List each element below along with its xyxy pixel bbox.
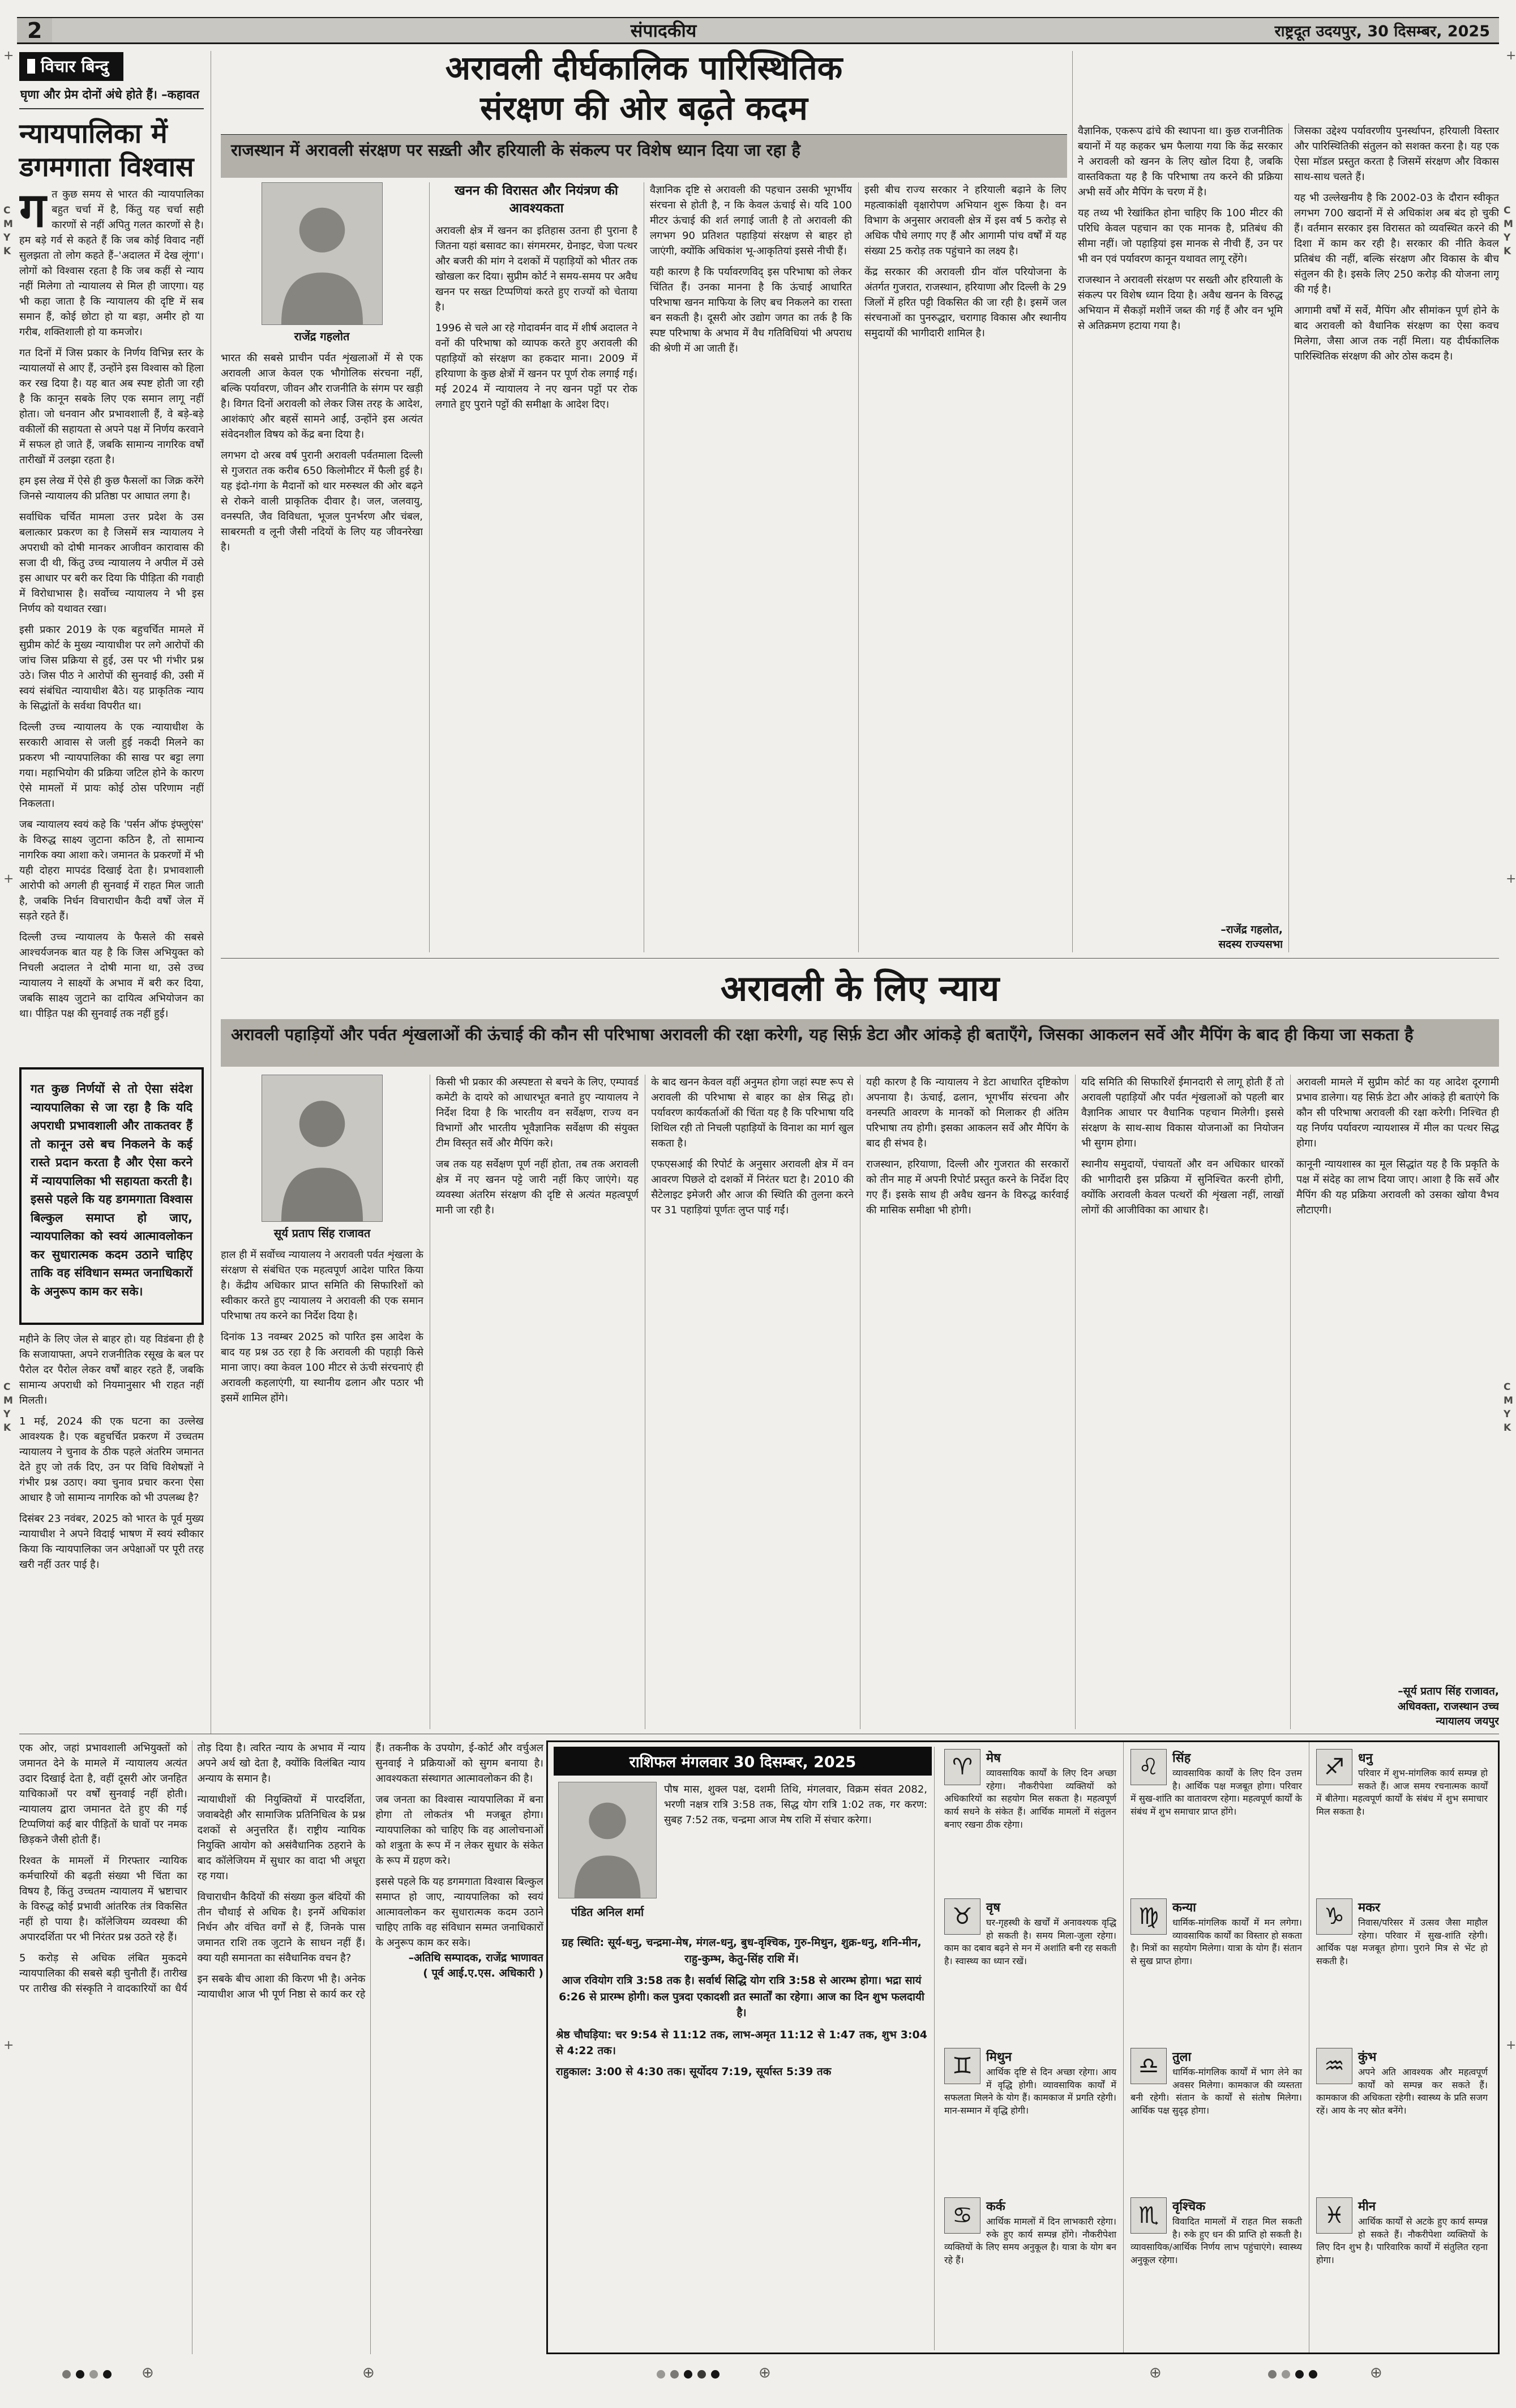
article2-col4	[866, 1075, 1069, 1729]
panchang-text: पौष मास, शुक्ल पक्ष, दशमी तिथि, मंगलवार, विक्रम संवत 2082, भरणी नक्षत्र रात्रि 3:58 तक, सिद्ध योग रात्रि 1:02 तक, गर करण: सुबह 7:52 तक, चन्द्रमा आज मेष राशि में संचार करेगा।	[664, 1783, 927, 1826]
left-article-bottom-columns	[19, 1740, 543, 2354]
zodiac-item-mesh: ♈ मेष व्यावसायिक कार्यों के लिए दिन अच्छा रहेगा। नौकरीपेशा व्यक्तियों को अधिकारियों का सहयोग मिल सकता है। महत्वपूर्ण कार्य सधने के संकेत हैं। आर्थिक मामलों में संतुलन बनाए रखना ठीक रहेगा।	[943, 1746, 1117, 1895]
paragraph: दिल्ली उच्च न्यायालय के फैसले की सबसे आश्चर्यजनक बात यह है कि जिस अभियुक्त को निचली अदालत ने दोषी माना था, उसे उच्च न्यायालय ने साक्ष्यों के अभाव में बरी कर दिया, जबकि साक्ष्य जुटाने का दायित्व अभियोजन का था। पीड़ित पक्ष की सुनवाई तक नहीं हुई।	[19, 931, 204, 1020]
zodiac-icon: ♓	[1316, 2197, 1352, 2234]
article1-headline: अरावली दीर्घकालिक पारिस्थितिक संरक्षण की ओर बढ़ते कदम	[221, 48, 1067, 135]
paragraph: एफएसआई की रिपोर्ट के अनुसार अरावली क्षेत्र में वन आवरण पिछले दो दशकों में निरंतर घटा है। 2010 की सैटेलाइट इमेजरी और आज की स्थिति की तुलना करने पर 31 पहाड़ियां पूर्णतः लुप्त पाई गईं।	[651, 1158, 854, 1216]
crosshair-mark: ⊕	[1149, 2364, 1162, 2381]
paragraph: इसी बीच राज्य सरकार ने हरियाली बढ़ाने के लिए महत्वाकांक्षी वृक्षारोपण अभियान शुरू किया है। वन विभाग के अनुसार अरावली क्षेत्र में इस वर्ष 5 करोड़ से अधिक पौधे लगाए गए हैं और आगामी पांच वर्षों में यह संख्या 25 करोड़ तक पहुंचाने का लक्ष्य है।	[864, 184, 1067, 257]
paragraph: इन सबके बीच आशा की किरण भी है। अनेक न्यायाधीश आज भी पूर्ण निष्ठा से कार्य कर रहे हैं। तकनीक के उपयोग, ई-कोर्ट और वर्चुअल सुनवाई ने प्रक्रियाओं को सुगम बनाया है। आवश्यकता संस्थागत आत्मावलोकन की है।	[197, 1742, 543, 2000]
paragraph: कानूनी न्यायशास्त्र का मूल सिद्धांत यह है कि प्रकृति के पक्ष में संदेह का लाभ दिया जाए। आशा है कि सर्वे और मैपिंग की यह प्रक्रिया अरावली को उसका खोया वैभव लौटाएगी।	[1296, 1158, 1499, 1216]
zodiac-item-mithun: ♊ मिथुन आर्थिक दृष्टि से दिन अच्छा रहेगा। आय में वृद्धि होगी। व्यावसायिक कार्यों में सफलता मिलने के योग हैं। कामकाज में प्रगति रहेगी। मान-सम्मान में वृद्धि होगी।	[943, 2045, 1117, 2194]
article1-signature: –राजेंद्र गहलोत, सदस्य राज्यसभा	[1218, 923, 1283, 951]
zodiac-icon: ♉	[944, 1898, 980, 1935]
zodiac-item-dhanu: ♐ धनु परिवार में शुभ-मांगलिक कार्य सम्पन्न हो सकते हैं। आज समय रचनात्मक कार्यों में बीतेगा। महत्वपूर्ण कार्यों के संबंध में शुभ समाचार मिल सकता है।	[1315, 1746, 1489, 1895]
person-portrait-icon	[559, 1782, 656, 1898]
article2-col1	[221, 1075, 423, 1729]
zodiac-icon: ♐	[1316, 1749, 1352, 1785]
cmyk-marks-right-bottom: C M Y K	[1504, 1382, 1513, 1434]
paragraph: दिनांक 13 नवम्बर 2025 को पारित इस आदेश के बाद यह प्रश्न उठ रहा है कि अरावली की पहाड़ी किसे माना जाए। क्या केवल 100 मीटर से ऊंची संरचनाएं ही अरावली कहलाएंगी, या स्थानीय ढलान और पठार भी इसमें शामिल होंगे।	[221, 1331, 423, 1404]
article1-col3	[650, 182, 852, 952]
paragraph: यही कारण है कि पर्यावरणविद् इस परिभाषा को लेकर चिंतित हैं। उनका मानना है कि ऊंचाई आधारित परिभाषा खनन माफिया के लिए बच निकलने का रास्ता बन सकती है। दूसरी ओर उद्योग जगत का तर्क है कि स्पष्ट परिभाषा के अभाव में वैध गतिविधियां भी अपराध की श्रेणी में आ जाती हैं।	[650, 266, 852, 354]
paragraph: के बाद खनन केवल वहीं अनुमत होगा जहां स्पष्ट रूप से अरावली की परिभाषा से बाहर का क्षेत्र सिद्ध हो। पर्यावरण कार्यकर्ताओं की चिंता यह है कि परिभाषा यदि शिथिल रही तो निचली पहाड़ियों के विनाश का मार्ग खुल सकता है।	[651, 1076, 854, 1149]
zodiac-item-meen: ♓ मीन आर्थिक कार्यों से अटके हुए कार्य सम्पन्न हो सकते हैं। नौकरीपेशा व्यक्तियों के लिए दिन शुभ है। पारिवारिक कार्यों में संतुलित रहना होगा।	[1315, 2194, 1489, 2343]
author-caption: सूर्य प्रताप सिंह राजावत	[273, 1226, 371, 1240]
person-portrait-icon	[262, 1075, 382, 1221]
article2-headline: अरावली के लिए न्याय	[720, 968, 1000, 1009]
lead-paragraph: गत कुछ समय से भारत की न्यायपालिका बहुत चर्चा में है, किंतु यह चर्चा सही कारणों से नहीं अपितु गलत कारणों से है। हम बड़े गर्व से कहते हैं कि जब कोई विवाद नहीं सुलझता तो लोग कहते हैं–'अदालत में देख लूंगा'। लोगों को विश्वास रहता है कि जब कहीं से न्याय नहीं मिलेगा तो न्यायालय से मिल ही जाएगा। यह भी कहा जाता है कि न्यायालय की दृष्टि में सब समान हैं, कोई छोटा हो या बड़ा, अमीर हो या गरीब, शक्तिशाली हो या कमजोर।	[19, 187, 204, 338]
zodiac-column-3	[1309, 1742, 1494, 2353]
paragraph: यह तथ्य भी रेखांकित होना चाहिए कि 100 मीटर की परिधि केवल पहचान का एक मानक है, प्रतिबंध की सीमा नहीं। जो पहाड़ियां इस मानक से नीची हैं, उन पर भी वन एवं पर्यावरण कानून यथावत लागू रहेंगे।	[1078, 207, 1283, 265]
paragraph: इसी प्रकार 2019 के एक बहुचर्चित मामले में सुप्रीम कोर्ट के मुख्य न्यायाधीश पर लगे आरोपों की जांच जिस प्रक्रिया से हुई, उस पर भी गंभीर प्रश्न उठे। जिस पीठ ने आरोपों की सुनवाई की, उसी में स्वयं संबंधित न्यायाधीश बैठे। यह प्राकृतिक न्याय के सिद्धांतों के सर्वथा विपरीत था।	[19, 624, 204, 712]
horoscope-box	[546, 1740, 1500, 2354]
zodiac-icon: ♍	[1130, 1898, 1167, 1935]
paragraph: जिसका उद्देश्य पर्यावरणीय पुनर्स्थापन, हरियाली विस्तार और पारिस्थितिकी संतुलन को सशक्त करना है। यह एक ऐसा मॉडल प्रस्तुत करता है जिसमें संरक्षण और विकास साथ-साथ चलते हैं।	[1294, 125, 1499, 183]
paragraph: 1 मई, 2024 की एक घटना का उल्लेख आवश्यक है। एक बहुचर्चित प्रकरण में उच्चतम न्यायालय ने चुनाव के ठीक पहले अंतरिम जमानत देते हुए जो तर्क दिए, उन पर विधि विशेषज्ञों ने गंभीर प्रश्न उठाए। क्या चुनाव प्रचार करना ऐसा आधार है जो सामान्य नागरिक को भी उपलब्ध है?	[19, 1415, 204, 1504]
paragraph: अरावली क्षेत्र में खनन का इतिहास उतना ही पुराना है जितना यहां बसावट का। संगमरमर, ग्रेनाइट, चेजा पत्थर और बजरी की मांग ने दशकों में पहाड़ियों को भीतर तक खोखला कर दिया। सुप्रीम कोर्ट ने समय-समय पर अवैध खनन पर सख्त टिप्पणियां करते हुए राज्यों को चेताया है।	[435, 225, 637, 314]
article2-signature: –सूर्य प्रताप सिंह राजावत, अधिवक्ता, राजस्थान उच्च न्यायालय जयपुर	[1397, 1685, 1499, 1728]
zodiac-icon: ♊	[944, 2048, 980, 2084]
paragraph: वैज्ञानिक दृष्टि से अरावली की पहचान उसकी भूगर्भीय संरचना से होती है, न कि केवल ऊंचाई से। यदि 100 मीटर ऊंचाई की शर्त लगाई जाती है तो अरावली की लगभग 90 प्रतिशत पहाड़ियां संरक्षण से बाहर हो जाएंगी, क्योंकि अधिकांश भू-आकृतियां इससे नीची हैं।	[650, 184, 852, 257]
issue-date: राष्ट्रदूत उदयपुर, 30 दिसम्बर, 2025	[1274, 23, 1490, 40]
chaughadiya: श्रेष्ठ चौघड़िया: चर 9:54 से 11:12 तक, लाभ-अमृत 11:12 से 1:47 तक, शुभ 3:04 से 4:22 तक।	[556, 2028, 927, 2057]
left-article-paragraphs	[19, 345, 204, 1021]
pandit-photo	[558, 1782, 657, 1898]
divider	[1288, 123, 1289, 952]
zodiac-icon: ♈	[944, 1749, 980, 1785]
paragraph: केंद्र सरकार की अरावली ग्रीन वॉल परियोजना के अंतर्गत गुजरात, राजस्थान, हरियाणा और दिल्ली के 29 जिलों में हरित पट्टी विकसित की जा रही है। इसमें जल संरचनाओं का पुनरुद्धार, चरागाह विकास और स्थानीय समुदायों की भागीदारी शामिल है।	[864, 266, 1067, 339]
paragraph: गत दिनों में जिस प्रकार के निर्णय विभिन्न स्तर के न्यायालयों से आए हैं, उन्होंने इस विश्वास को हिला कर रख दिया है। यह बात अब स्पष्ट होती जा रही है कि कानून सबके लिए एक समान लागू नहीं होता। जो धनवान और प्रभावशाली हैं, वे बड़े-बड़े वकीलों की सहायता से अपने पक्ष में निर्णय करवाने में सफल हो जाते हैं, जबकि सामान्य नागरिक वर्षों तारीखों में उलझा रहता है।	[19, 347, 204, 466]
zodiac-item-makar: ♑ मकर निवास/परिसर में उत्सव जैसा माहौल रहेगा। परिवार में सुख-शांति रहेगी। आर्थिक पक्ष मजबूत होगा। पुराने मित्र से भेंट हो सकती है।	[1315, 1895, 1489, 2045]
crop-mark: +	[3, 49, 14, 63]
left-article-continuation	[19, 1332, 204, 1729]
crosshair-mark: ⊕	[1370, 2364, 1382, 2381]
zodiac-column-1	[937, 1742, 1123, 2353]
divider	[858, 182, 859, 952]
paragraph: लगभग दो अरब वर्ष पुरानी अरावली पर्वतमाला दिल्ली से गुजरात तक करीब 650 किलोमीटर में फैली हुई है। यह इंदो-गंगा के मैदानों को थार मरुस्थल की ओर बढ़ने से रोकने वाली प्राकृतिक दीवार है। जल, जलवायु, वनस्पति, जैव विविधता, भूजल पुनर्भरण और चंबल, साबरमती व लूनी जैसी नदियों के लिए यह जीवनरेखा है।	[221, 450, 423, 553]
paragraph: दिसंबर 23 नवंबर, 2025 को भारत के पूर्व मुख्य न्यायाधीश ने अपने विदाई भाषण में स्वयं स्वीकार किया कि न्यायपालिका जन अपेक्षाओं पर पूरी तरह खरी नहीं उतर पाई है।	[19, 1513, 204, 1571]
article2-col5	[1081, 1075, 1284, 1729]
zodiac-item-vrish: ♉ वृष घर-गृहस्थी के खर्चों में अनावश्यक वृद्धि हो सकती है। समय मिला-जुला रहेगा। काम का दबाव बढ़ने से मन में अशांति बनी रह सकती है। स्वास्थ्य का ध्यान रखें।	[943, 1895, 1117, 2045]
paragraph: हम इस लेख में ऐसे ही कुछ फैसलों का जिक्र करेंगे जिनसे न्यायालय की प्रतिष्ठा पर आघात लगा है।	[19, 475, 204, 502]
cmyk-marks-right-top: C M Y K	[1504, 205, 1513, 257]
zodiac-item-kumbh: ♒ कुंभ अपने अति आवश्यक और महत्वपूर्ण कार्यों को सम्पन्न कर सकते हैं। कामकाज की अधिकता रहेगी। स्वास्थ्य के प्रति सजग रहें। आय के नए स्रोत बनेंगे।	[1315, 2045, 1489, 2194]
paragraph: स्थानीय समुदायों, पंचायतों और वन अधिकार धारकों की भागीदारी इस प्रक्रिया में सुनिश्चित करनी होगी, क्योंकि अरावली केवल पत्थरों की शृंखला नहीं, लाखों लोगों की आजीविका का आधार है।	[1081, 1158, 1284, 1216]
zodiac-item-tula: ♎ तुला धार्मिक-मांगलिक कार्यों में भाग लेने का अवसर मिलेगा। कामकाज की व्यस्तता बनी रहेगी। संतान के कार्यों से संतोष मिलेगा। आर्थिक पक्ष सुदृढ़ होगा।	[1129, 2045, 1303, 2194]
vichar-bindu-title: विचार बिन्दु	[41, 57, 109, 76]
crosshair-mark: ⊕	[759, 2364, 771, 2381]
paragraph: जब जनता का विश्वास न्यायपालिका में बना होगा तो लोकतंत्र भी मजबूत होगा। न्यायपालिका को चाहिए कि वह आलोचनाओं को शत्रुता के रूप में न लेकर सुधार के संकेत के रूप में ग्रहण करे।	[375, 1794, 543, 1867]
zodiac-icon: ♎	[1130, 2048, 1167, 2084]
page-number: 2	[17, 18, 52, 42]
paragraph: 1996 से चले आ रहे गोदावर्मन वाद में शीर्ष अदालत ने वनों की परिभाषा को व्यापक करते हुए अरावली की पहाड़ियों को संरक्षण का हकदार माना। 2009 में हरियाणा के कुछ क्षेत्रों में खनन पर पूर्ण रोक लगाई गई। मई 2024 में न्यायालय ने नए खनन पट्टों पर रोक लगाते हुए पुराने पट्टों की समीक्षा के आदेश दिए।	[435, 322, 637, 411]
divider	[1075, 1075, 1076, 1729]
crop-mark: +	[1506, 872, 1516, 886]
zodiac-item-sinh: ♌ सिंह व्यावसायिक कार्यों के लिए दिन उत्तम है। आर्थिक पक्ष मजबूत होगा। परिवार में सुख-शांति का वातावरण रहेगा। महत्वपूर्ण कार्यों के संबंध में शुभ समाचार प्राप्त होंगे।	[1129, 1746, 1303, 1895]
masthead	[17, 17, 1499, 44]
paragraph: अरावली मामले में सुप्रीम कोर्ट का यह आदेश दूरगामी प्रभाव डालेगा। यह सिर्फ़ डेटा और आंकड़े ही बताएंगे कि कौन सी परिभाषा अरावली की रक्षा करेगी। निश्चित ही यह निर्णय पर्यावरण न्यायशास्त्र में मील का पत्थर सिद्ध होगा।	[1296, 1076, 1499, 1149]
paragraph: 5 करोड़ से अधिक लंबित मुकदमे न्यायपालिका की सबसे बड़ी चुनौती हैं। तारीख पर तारीख की संस्कृति ने वादकारियों का धैर्य तोड़ दिया है। त्वरित न्याय के अभाव में न्याय अपने अर्थ खो देता है, क्योंकि विलंबित न्याय अन्याय के समान है।	[19, 1742, 366, 1995]
zodiac-icon: ♋	[944, 2197, 980, 2234]
paragraph: एक ओर, जहां प्रभावशाली अभियुक्तों को जमानत देने के मामले में न्यायालय अत्यंत उदार दिखाई देता है, वहीं दूसरी ओर जनहित याचिकाओं पर वर्षों सुनवाई नहीं होती। न्यायालय द्वारा जमानत देते हुए की गई टिप्पणियां कई बार पीड़ितों के घावों पर नमक छिड़कने जैसी होती हैं।	[19, 1742, 187, 1846]
left-article-headline: न्यायपालिका में डगमगाता विश्वास	[19, 118, 194, 183]
zodiac-icon: ♒	[1316, 2048, 1352, 2084]
article1-col2	[435, 182, 637, 952]
article1-col6	[1294, 123, 1499, 952]
paragraph: हाल ही में सर्वोच्च न्यायालय ने अरावली पर्वत शृंखला के संरक्षण से संबंधित एक महत्वपूर्ण आदेश पारित किया है। केंद्रीय अधिकार प्राप्त समिति की सिफारिशों को स्वीकार करते हुए न्यायालय ने अरावली की एक समान परिभाषा तय करने का निर्देश दिया है।	[221, 1249, 423, 1322]
paragraph: आगामी वर्षों में सर्वे, मैपिंग और सीमांकन पूर्ण होने के बाद अरावली को वैधानिक संरक्षण का ऐसा कवच मिलेगा, जैसा आज तक नहीं मिला। यह दीर्घकालिक पारिस्थितिक संरक्षण की ओर ठोस कदम है।	[1294, 305, 1499, 362]
article2-subhead: अरावली पहाड़ियों और पर्वत शृंखलाओं की ऊंचाई की कौन सी परिभाषा अरावली की रक्षा करेगी, यह सिर्फ़ डेटा और आंकड़े ही बताएँगे, जिसका आकलन सर्वे और मैपिंग के बाद ही किया जा सकता है	[221, 1019, 1499, 1067]
article2-col6	[1296, 1075, 1499, 1729]
paragraph: इससे पहले कि यह डगमगाता विश्वास बिल्कुल समाप्त हो जाए, न्यायपालिका को स्वयं आत्मावलोकन कर सुधारात्मक कदम उठाने चाहिए ताकि वह संविधान सम्मत जनाधिकारों के अनुरूप काम कर सके।	[375, 1876, 543, 1949]
divider	[221, 958, 1499, 959]
cmyk-marks-left-bottom: C M Y K	[3, 1382, 13, 1434]
zodiac-icon: ♌	[1130, 1749, 1167, 1785]
article1-col4	[864, 182, 1067, 952]
article1-col1	[221, 182, 423, 952]
paragraph: वैज्ञानिक, एकरूप ढांचे की स्थापना था। कुछ राजनीतिक बयानों में यह कहकर भ्रम फैलाया गया कि केंद्र सरकार ने अरावली को खनन के लिए खोल दिया है, जबकि वास्तविकता यह है कि परिभाषा तय करने की प्रक्रिया अभी सर्वे और मैपिंग के चरण में है।	[1078, 125, 1283, 198]
drop-cap: ग	[19, 187, 46, 238]
paragraph: यही कारण है कि न्यायालय ने डेटा आधारित दृष्टिकोण अपनाया है। ऊंचाई, ढलान, भूगर्भीय संरचना और वनस्पति आवरण के मानकों को मिलाकर ही अंतिम परिभाषा तय होगी। इसका आकलन सर्वे और मैपिंग के बाद ही संभव है।	[866, 1076, 1069, 1149]
crop-mark: +	[1506, 49, 1516, 63]
zodiac-item-kark: ♋ कर्क आर्थिक मामलों में दिन लाभकारी रहेगा। रुके हुए कार्य सम्पन्न होंगे। नौकरीपेशा व्यक्तियों के लिए समय अनुकूल है। यात्रा के योग बन रहे हैं।	[943, 2194, 1117, 2343]
horoscope-details	[556, 1929, 927, 2084]
article2-col3	[651, 1075, 854, 1729]
paragraph: सर्वाधिक चर्चित मामला उत्तर प्रदेश के उस बलात्कार प्रकरण का है जिसमें सत्र न्यायालय ने अपराधी को दोषी मानकर आजीवन कारावास की सजा दी थी, किंतु उच्च न्यायालय ने अपील में उसे इस आधार पर बरी कर दिया कि पीड़िता की गवाही में विरोधाभास है। सर्वोच्च न्यायालय ने भी इस निर्णय को यथावत रखा।	[19, 511, 204, 615]
paragraph: न्यायाधीशों की नियुक्तियों में पारदर्शिता, जवाबदेही और सामाजिक प्रतिनिधित्व के प्रश्न दशकों से अनुत्तरित हैं। राष्ट्रीय न्यायिक नियुक्ति आयोग को असंवैधानिक ठहराने के बाद कॉलेजियम में सुधार का वादा भी अधूरा रह गया।	[197, 1794, 366, 1882]
left-article-signature: –अतिथि सम्पादक, राजेंद्र भाणावत ( पूर्व आई.ए.एस. अधिकारी )	[408, 1952, 543, 1979]
registration-dots-left	[62, 2370, 117, 2381]
article1-col5	[1078, 123, 1283, 952]
registration-dots-right	[1268, 2370, 1322, 2381]
section-title: संपादकीय	[630, 20, 697, 41]
daily-note: आज रवियोग रात्रि 3:58 तक है। सर्वार्थ सिद्धि योग रात्रि 3:58 से आरम्भ होगा। भद्रा सायं 6:26 से प्रारम्भ होगी। कल पुत्रदा एकादशी व्रत स्मार्तों का रहेगा। आज का दिन शुभ फलदायी है।	[559, 1974, 924, 2019]
zodiac-icon: ♏	[1130, 2197, 1167, 2234]
rahukal: राहुकाल: 3:00 से 4:30 तक। सूर्योदय 7:19, सूर्यास्त 5:39 तक	[556, 2065, 832, 2078]
article1-crosshead: खनन की विरासत और नियंत्रण की आवश्यकता	[455, 183, 618, 216]
author-photo	[262, 1075, 383, 1222]
divider	[1072, 51, 1073, 952]
article2-col2	[436, 1075, 639, 1729]
cmyk-marks-left-top: C M Y K	[3, 205, 13, 257]
zodiac-item-vrishchik: ♏ वृश्चिक विवादित मामलों में राहत मिल सकती है। रुके हुए धन की प्राप्ति हो सकती है। व्यावसायिक/आर्थिक निर्णय लाभ पहुंचाएंगे। स्वास्थ्य अनुकूल रहेगा।	[1129, 2194, 1303, 2343]
paragraph: राजस्थान, हरियाणा, दिल्ली और गुजरात की सरकारों को तीन माह में अपनी रिपोर्ट प्रस्तुत करने के निर्देश दिए गए हैं। इसके साथ ही अवैध खनन के विरुद्ध कार्रवाई की मासिक समीक्षा भी होगी।	[866, 1158, 1069, 1216]
paragraph: विचाराधीन कैदियों की संख्या कुल बंदियों की तीन चौथाई से अधिक है। इनमें अधिकांश निर्धन और वंचित वर्गों से हैं, जिनके पास जमानत राशि तक जुटाने के साधन नहीं हैं। क्या यही समानता का संवैधानिक वचन है?	[197, 1891, 366, 1964]
registration-dots-center	[657, 2370, 725, 2381]
paragraph: भारत की सबसे प्राचीन पर्वत शृंखलाओं में से एक अरावली आज केवल एक भौगोलिक संरचना नहीं, बल्कि पर्यावरण, जीवन और राजनीति के संगम पर खड़ी है। विगत दिनों अरावली को लेकर जिस तरह के आदेश, आशंकाएं और बहसें सामने आईं, उन्होंने इस अत्यंत संवेदनशील विषय को केंद्र बना दिया है।	[221, 352, 423, 440]
author-caption: राजेंद्र गहलोत	[294, 330, 350, 343]
vichar-bindu-label	[19, 52, 123, 81]
crosshair-mark: ⊕	[142, 2364, 154, 2381]
vichar-bindu-block	[19, 52, 204, 183]
quote-of-day: घृणा और प्रेम दोनों अंधे होते हैं। –कहावत	[19, 81, 204, 109]
paragraph: यह भी उल्लेखनीय है कि 2002-03 के दौरान स्वीकृत लगभग 700 खदानों में से अधिकांश अब बंद हो चुकी हैं। वर्तमान सरकार इस विरासत को व्यवस्थित करने की दिशा में काम कर रही है। सरकार की नीति केवल प्रतिबंध की नहीं, बल्कि संरक्षण और विकास के बीच संतुलन की है। इसके लिए 250 करोड़ की योजना लागू की गई है।	[1294, 192, 1499, 296]
crop-mark: +	[1506, 2038, 1516, 2052]
article1-subhead: राजस्थान में अरावली संरक्षण पर सख़्ती और हरियाली के संकल्प पर विशेष ध्यान दिया जा रहा है	[221, 135, 1067, 178]
paragraph: किसी भी प्रकार की अस्पष्टता से बचने के लिए, एम्पावर्ड कमेटी के दायरे को आधारभूत बनाते हुए न्यायालय ने निर्देश दिया है कि भारतीय वन सर्वेक्षण, राज्य वन विभागों और भारतीय भूवैज्ञानिक सर्वेक्षण की संयुक्त टीम विस्तृत सर्वे और मैपिंग करे।	[436, 1076, 639, 1149]
zodiac-icon: ♑	[1316, 1898, 1352, 1935]
paragraph: यदि समिति की सिफारिशें ईमानदारी से लागू होती हैं तो अरावली पहाड़ियों और पर्वत शृंखलाओं को पहली बार वैज्ञानिक आधार पर वैधानिक पहचान मिलेगी। इससे संरक्षण के साथ-साथ विकास योजनाओं का नियोजन भी सुगम होगा।	[1081, 1076, 1284, 1149]
horoscope-title: राशिफल मंगलवार 30 दिसम्बर, 2025	[554, 1747, 932, 1776]
paragraph: महीने के लिए जेल से बाहर हो। यह विडंबना ही है कि सजायाफ्ता, अपने राजनीतिक रसूख के बल पर पैरोल दर पैरोल लेकर वर्षों बाहर रहते हैं, जबकि सामान्य अपराधी को नियमानुसार भी राहत नहीं मिलती।	[19, 1333, 204, 1406]
zodiac-item-kanya: ♍ कन्या धार्मिक-मांगलिक कार्यों में मन लगेगा। व्यावसायिक कार्यों का विस्तार हो सकता है। मित्रों का सहयोग मिलेगा। यात्रा के योग हैं। संतान से सुख प्राप्त होगा।	[1129, 1895, 1303, 2045]
crop-mark: +	[3, 2038, 14, 2052]
pull-quote-box: गत कुछ निर्णयों से तो ऐसा संदेश न्यायपालिका से जा रहा है कि यदि अपराधी प्रभावशाली और ताकतवर हैं तो कानून उसे बच निकलने के कई रास्ते प्रदान करता है और ऐसा करने में न्यायपालिका भी सहायता करती है। इससे पहले कि यह डगमगाता विश्वास बिल्कुल समाप्त हो जाए, न्यायपालिका को स्वयं आत्मावलोकन कर सुधारात्मक कदम उठाने चाहिए ताकि वह संविधान सम्मत जनाधिकारों के अनुरूप काम कर सके।	[19, 1067, 204, 1325]
paragraph: दिल्ली उच्च न्यायालय के एक न्यायाधीश के सरकारी आवास से जली हुई नकदी मिलने का प्रकरण भी न्यायपालिका की साख पर बट्टा लगा गया। महाभियोग की प्रक्रिया जटिल होने के कारण ऐसे मामलों में प्रायः कोई ठोस परिणाम नहीं निकलता।	[19, 721, 204, 810]
author-photo	[262, 182, 383, 325]
crop-mark: +	[3, 872, 14, 886]
paragraph: रिश्वत के मामलों में गिरफ्तार न्यायिक कर्मचारियों की बढ़ती संख्या भी चिंता का विषय है, किंतु उच्चतम न्यायालय में भ्रष्टाचार के विरुद्ध कोई प्रभावी आंतरिक तंत्र विकसित नहीं हो पाया है। कॉलेजियम व्यवस्था की अपारदर्शिता पर भी निरंतर प्रश्न उठते रहे हैं।	[19, 1855, 187, 1943]
paragraph: जब न्यायालय स्वयं कहे कि 'पर्सन ऑफ इंफ्लुएंस' के विरुद्ध साक्ष्य जुटाना कठिन है, तो सामान्य नागरिक क्या आशा करे। जमानत के प्रकरणों में भी यही दोहरा मापदंड दिखाई देता है। प्रभावशाली आरोपी को अगली ही सुनवाई में राहत मिल जाती है, जबकि निर्धन विचाराधीन कैदी वर्षों जेल में सड़ते रहते हैं।	[19, 819, 204, 922]
grah-sthiti: ग्रह स्थिति: सूर्य-धनु, चन्द्रमा-मेष, मंगल-धनु, बुध-वृश्चिक, गुरु-मिथुन, शुक्र-धनु, शनि-मीन, राहु-कुम्भ, केतु-सिंह राशि में।	[562, 1936, 922, 1965]
divider	[1290, 1075, 1291, 1729]
crosshair-mark: ⊕	[362, 2364, 375, 2381]
divider	[934, 1747, 935, 2350]
flag-icon	[27, 59, 35, 74]
person-portrait-icon	[262, 183, 382, 324]
paragraph: राजस्थान ने अरावली संरक्षण पर सख्ती और हरियाली के संकल्प पर विशेष ध्यान दिया है। अवैध खनन के विरुद्ध अभियान में सैकड़ों मशीनें जब्त की गई हैं और वन भूमि से अतिक्रमण हटाया गया है।	[1078, 274, 1283, 332]
pandit-caption: पंडित अनिल शर्मा	[571, 1905, 644, 1919]
left-article-body	[19, 187, 204, 1063]
zodiac-column-2	[1123, 1742, 1309, 2353]
paragraph: जब तक यह सर्वेक्षण पूर्ण नहीं होता, तब तक अरावली क्षेत्र में नए खनन पट्टे जारी नहीं किए जाएंगे। यह व्यवस्था अंतरिम संरक्षण की दृष्टि से अत्यंत महत्वपूर्ण मानी जा रही है।	[436, 1158, 639, 1216]
divider	[429, 182, 430, 952]
